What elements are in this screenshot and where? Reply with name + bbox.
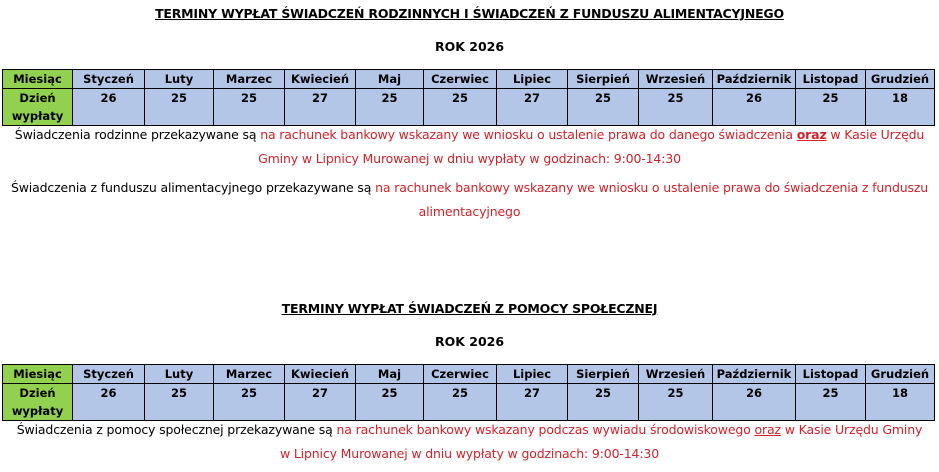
month-header: Wrzesień xyxy=(639,365,713,384)
month-header: Styczeń xyxy=(73,365,145,384)
note-prefix: Świadczenia z funduszu alimentacyjnego przekazywane są xyxy=(10,180,376,195)
payday-cell: 25 xyxy=(356,89,424,126)
section1-schedule-table xyxy=(2,69,935,126)
table-row-months xyxy=(3,70,935,89)
month-header: Lipiec xyxy=(497,70,568,89)
payday-cell: 18 xyxy=(866,384,935,421)
row-label-payday: Dzień wypłaty xyxy=(3,89,73,126)
payday-cell: 25 xyxy=(145,89,214,126)
payday-cell: 25 xyxy=(145,384,214,421)
note-emphasis: oraz xyxy=(754,422,781,437)
payday-cell: 26 xyxy=(73,89,145,126)
row-label-month: Miesiąc xyxy=(3,70,73,89)
month-header: Listopad xyxy=(796,70,866,89)
month-header: Październik xyxy=(713,70,796,89)
section1-year: ROK 2026 xyxy=(434,39,505,54)
payday-cell: 26 xyxy=(713,384,796,421)
section1-note-family-benefits xyxy=(0,123,939,171)
note-emphasis: oraz xyxy=(796,127,827,142)
section2-schedule-table xyxy=(2,364,935,421)
payday-cell: 25 xyxy=(568,384,639,421)
month-header: Marzec xyxy=(214,365,285,384)
month-header: Marzec xyxy=(214,70,285,89)
payday-cell: 25 xyxy=(214,89,285,126)
month-header: Grudzień xyxy=(866,70,935,89)
payday-cell: 27 xyxy=(497,89,568,126)
month-header: Czerwiec xyxy=(424,365,497,384)
payday-cell: 25 xyxy=(214,384,285,421)
month-header: Kwiecień xyxy=(285,70,356,89)
month-header: Maj xyxy=(356,365,424,384)
note-highlight: w Kasie Urzędu Gminy w Lipnicy Murowanej w dniu wypłaty w godzinach: 9:00-14:30 xyxy=(279,422,923,461)
table-row-months xyxy=(3,365,935,384)
month-header: Grudzień xyxy=(866,365,935,384)
payday-cell: 27 xyxy=(285,89,356,126)
month-header: Październik xyxy=(713,365,796,384)
section2-year: ROK 2026 xyxy=(434,334,505,349)
note-highlight: na rachunek bankowy wskazany podczas wywiadu środowiskowego xyxy=(336,422,755,437)
note-prefix: Świadczenia z pomocy społecznej przekazywane są xyxy=(16,422,337,437)
month-header: Czerwiec xyxy=(424,70,497,89)
note-highlight: w Kasie Urzędu Gminy w Lipnicy Murowanej w dniu wypłaty w godzinach: 9:00-14:30 xyxy=(258,127,925,166)
month-header: Lipiec xyxy=(497,365,568,384)
payday-cell: 25 xyxy=(639,89,713,126)
section2-title: TERMINY WYPŁAT ŚWIADCZEŃ Z POMOCY SPOŁECZNEJ xyxy=(281,301,658,316)
row-label-month: Miesiąc xyxy=(3,365,73,384)
table-row-days xyxy=(3,89,935,126)
section1-title: TERMINY WYPŁAT ŚWIADCZEŃ RODZINNYCH I ŚWIADCZEŃ Z FUNDUSZU ALIMENTACYJNEGO xyxy=(155,6,784,21)
table-row-days xyxy=(3,384,935,421)
row-label-payday: Dzień wypłaty xyxy=(3,384,73,421)
month-header: Sierpień xyxy=(568,365,639,384)
payday-cell: 25 xyxy=(424,89,497,126)
payday-cell: 25 xyxy=(568,89,639,126)
payday-cell: 25 xyxy=(356,384,424,421)
section1-note-alimony-fund xyxy=(0,176,939,224)
month-header: Styczeń xyxy=(73,70,145,89)
payday-cell: 26 xyxy=(713,89,796,126)
payday-cell: 27 xyxy=(497,384,568,421)
month-header: Luty xyxy=(145,70,214,89)
month-header: Kwiecień xyxy=(285,365,356,384)
payday-cell: 18 xyxy=(866,89,935,126)
month-header: Wrzesień xyxy=(639,70,713,89)
month-header: Sierpień xyxy=(568,70,639,89)
section2-note-social-assistance xyxy=(0,418,939,466)
payday-cell: 26 xyxy=(73,384,145,421)
payday-cell: 25 xyxy=(639,384,713,421)
payday-cell: 25 xyxy=(424,384,497,421)
month-header: Luty xyxy=(145,365,214,384)
payday-cell: 25 xyxy=(796,384,866,421)
month-header: Maj xyxy=(356,70,424,89)
note-highlight: na rachunek bankowy wskazany we wniosku o ustalenie prawa do danego świadczenia xyxy=(260,127,797,142)
month-header: Listopad xyxy=(796,365,866,384)
payday-cell: 25 xyxy=(796,89,866,126)
note-prefix: Świadczenia rodzinne przekazywane są xyxy=(14,127,261,142)
payday-cell: 27 xyxy=(285,384,356,421)
note-highlight: na rachunek bankowy wskazany we wniosku o ustalenie prawa do świadczenia z funduszu alimentacyjnego xyxy=(375,180,929,219)
